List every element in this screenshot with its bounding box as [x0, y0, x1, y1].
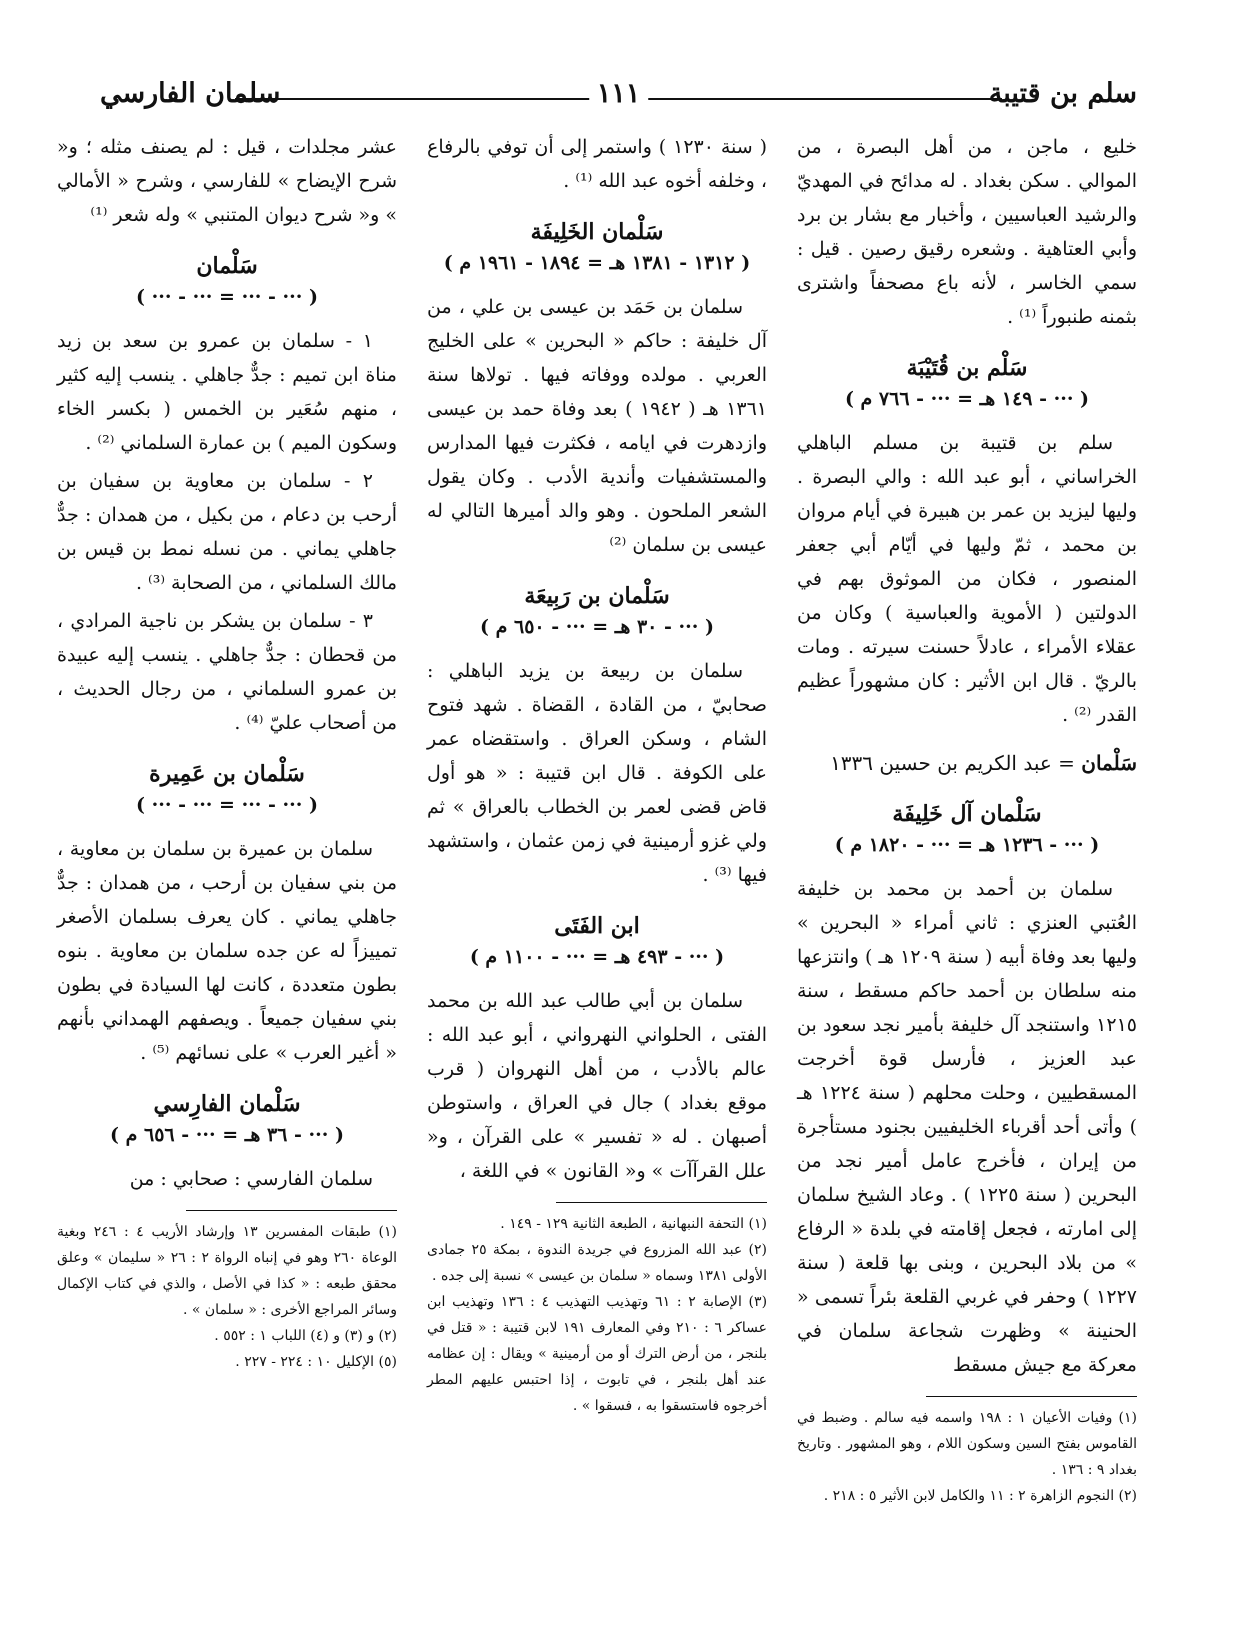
footnote-rule — [926, 1396, 1137, 1397]
entry-title: سَلْمان — [196, 253, 258, 279]
entry-text: سلم بن قتيبة بن مسلم الباهلي الخراساني ، أبو عبد الله : والي البصرة . وليها ليزيد بن عمر بن هبيرة في أيام مروان بن محمد ، ثمّ وليها في أيّام أبي جعفر المنصور ، فكان من الموثوق بهم في الدولتين ( الأموية والعباسية ) وكان من عقلاء الأمراء ، عادلاً حسنت سيرته . ومات بالريّ . قال ابن الأثير : كان مشهوراً عظيم القدر ⁽²⁾ . — [797, 432, 1137, 726]
entry-title: سَلْمان الفارِسي — [153, 1091, 301, 1117]
footnote: (١) طبقات المفسرين ١٣ وإرشاد الأريب ٤ : ٢٤٦ وبغية الوعاة ٢٦٠ وهو في إنباه الرواة ٢ : ٢٦ « سليمان » وعلق محقق طبعه : « كذا في الأصل ، والذي في كتاب الإكمال وسائر المراجع الأخرى : « سلمان » . — [57, 1224, 397, 1318]
cross-reference — [797, 746, 1137, 780]
entry-dates: ( ١٣١٢ - ١٣٨١ هـ = ١٨٩٤ - ١٩٦١ م ) — [443, 252, 751, 274]
cross-reference-term: سَلْمان — [1081, 751, 1137, 775]
entry-text: سلمان بن أبي طالب عبد الله بن محمد الفتى ، الحلواني النهرواني ، أبو عبد الله : عالم بالأدب ، من أهل النهروان ( قرب موقع بغداد ) جال في العراق ، واستوطن أصبهان . له « تفسير » على القرآن ، و« علل القرآآت » و« القانون » في اللغة ، — [427, 990, 767, 1182]
entry-dates: ( ··· - ٣٠ هـ = ··· - ٦٥٠ م ) — [480, 616, 714, 638]
entry-text: سلمان بن عميرة بن سلمان بن معاوية ، من بني سفيان بن أرحب ، من همدان : جدٌّ جاهلي يماني . كان يعرف بسلمان الأصغر تمييزاً له عن جده سلمان بن معاوية . بنوه بطون متعددة ، كانت لها السيادة في بطون بني سفيان جميعاً . ويصفهم الهمداني بأنهم « أغير العرب » على نسائهم ⁽⁵⁾ . — [57, 838, 397, 1064]
entry-title: ابن الفَتَى — [554, 913, 640, 939]
footnote: (٢) عبد الله المزروع في جريدة الندوة ، بمكة ٢٥ جمادى الأولى ١٣٨١ وسماه « سلمان بن عيسى » نسبة إلى جده . — [427, 1242, 768, 1284]
entry-dates: ( ··· - ··· = ··· - ··· ) — [136, 286, 318, 308]
column-left — [57, 130, 397, 1375]
footnote-rule — [556, 1202, 767, 1203]
footnote: (١) وفيات الأعيان ١ : ١٩٨ واسمه فيه سالم . وضبط في القاموس بفتح السين وسكون اللام ، وهو المشهور . وتاريخ بغداد ٩ : ١٣٦ . — [797, 1410, 1137, 1478]
column-right — [797, 130, 1137, 1509]
entry-title: سَلْمان الخَلِيفَة — [530, 219, 664, 245]
entry-text: سلمان بن حَمَد بن عيسى بن علي ، من آل خليفة : حاكم « البحرين » على الخليج العربي . مولده ووفاته فيها . تولاها سنة ١٣٦١ هـ ( ١٩٤٢ ) بعد وفاة حمد بن عيسى وازدهرت في ايامه ، فكثرت فيها المدارس والمستشفيات وأندية الأدب . وكان يقول الشعر الملحون . وهو والد أميرها التالي له عيسى بن سلمان ⁽²⁾ — [427, 296, 768, 556]
entry-dates: ( ··· - ٤٩٣ هـ = ··· - ١١٠٠ م ) — [469, 946, 725, 968]
running-head-last-entry: سلمان الفارسي — [100, 78, 281, 109]
entry-dates: ( ··· - ··· = ··· - ··· ) — [136, 794, 318, 816]
entry-title: سَلْمان بن رَبِيعَة — [524, 583, 670, 609]
footnote: (٥) الإكليل ١٠ : ٢٢٤ - ٢٢٧ . — [235, 1354, 397, 1370]
entry-dates: ( ··· - ١٢٣٦ هـ = ··· - ١٨٢٠ م ) — [834, 834, 1100, 856]
footnote: (٢) و (٣) و (٤) اللباب ١ : ٥٥٢ . — [214, 1328, 397, 1344]
page-number: ١١١ — [589, 78, 649, 109]
running-head-first-entry: سلم بن قتيبة — [988, 78, 1137, 109]
entry-text: ٢ - سلمان بن معاوية بن سفيان بن أرحب بن دعام ، من بكيل ، من همدان : جدٌّ جاهلي يماني . من نسله نمط بن قيس بن مالك السلماني ، من الصحابة ⁽³⁾ . — [57, 470, 397, 594]
entry-title: سَلْمان آل خَلِيفَة — [892, 801, 1042, 827]
footnote: (٣) الإصابة ٢ : ٦١ وتهذيب التهذيب ٤ : ١٣٦ وتهذيب ابن عساكر ٦ : ٢١٠ وفي المعارف ١٩١ لابن قتيبة : « قتل في بلنجر ، من أرض الترك أو من أرمينية » ويقال : إن عظامه عند أهل بلنجر ، في تابوت ، إذا احتبس عليهم المطر أخرجوه فاستسقوا به ، فسقوا » . — [427, 1294, 768, 1414]
continued-paragraph: ( سنة ١٢٣٠ ) واستمر إلى أن توفي بالرفاع ، وخلفه أخوه عبد الله ⁽¹⁾ . — [427, 136, 767, 192]
entry-text: سلمان بن أحمد بن محمد بن خليفة العُتبي العنزي : ثاني أمراء « البحرين » وليها بعد وفاة أبيه ( سنة ١٢٠٩ هـ ) وانتزعها منه سلطان بن أحمد حاكم مسقط ، سنة ١٢١٥ واستنجد آل خليفة بأمير نجد سعود بن عبد العزيز ، فأرسل قوة أخرجت المسقطيين ، وحلت محلهم ( سنة ١٢٢٤ هـ ) وأتى أحد أقرباء الخليفيين بجنود مستأجرة من إيران ، فأخرج عامل أمير نجد من البحرين ( سنة ١٢٢٥ ) . وعاد الشيخ سلمان إلى امارته ، فجعل إقامته في بلدة « الرفاع » من بلاد البحرين ، وبنى بها قلعة ( سنة ١٢٢٧ ) وحفر في غربي القلعة بئراً تسمى « الحنينة » وظهرت شجاعة سلمان في معركة مع جيش مسقط — [797, 878, 1137, 1376]
footnote: (١) التحفة النبهانية ، الطبعة الثانية ١٢٩ - ١٤٩ . — [500, 1216, 767, 1232]
column-middle — [427, 130, 767, 1419]
continued-paragraph: عشر مجلدات ، قيل : لم يصنف مثله ؛ و« شرح الإيضاح » للفارسي ، وشرح « الأمالي » و« شرح ديوان المتنبي » وله شعر ⁽¹⁾ — [57, 136, 397, 226]
entry-title: سَلْمان بن عَمِيرة — [149, 761, 305, 787]
footnote-rule — [186, 1210, 397, 1211]
running-head — [100, 78, 1137, 118]
entry-dates: ( ··· - ٣٦ هـ = ··· - ٦٥٦ م ) — [110, 1124, 344, 1146]
entry-title: سَلْم بن قُتَيْبَة — [906, 355, 1028, 381]
continued-paragraph: خليع ، ماجن ، من أهل البصرة ، من الموالي . سكن بغداد . له مدائح في المهديّ والرشيد العباسيين ، وأخبار مع بشار بن برد وأبي العتاهية . وشعره رقيق رصين . قيل : سمي الخاسر ، لأنه باع مصحفاً واشترى بثمنه طنبوراً ⁽¹⁾ . — [797, 136, 1137, 328]
footnote: (٢) النجوم الزاهرة ٢ : ١١ والكامل لابن الأثير ٥ : ٢١٨ . — [823, 1488, 1137, 1504]
entry-text: سلمان الفارسي : صحابي : من — [129, 1168, 373, 1190]
entry-text: سلمان بن ربيعة بن يزيد الباهلي : صحابيّ ، من القادة ، القضاة . شهد فتوح الشام ، وسكن العراق . واستقضاه عمر على الكوفة . قال ابن قتيبة : « هو أول قاض قضى لعمر بن الخطاب بالعراق » ثم ولي غزو أرمينية في زمن عثمان ، واستشهد فيها ⁽³⁾ . — [427, 660, 767, 886]
entry-dates: ( ··· - ١٤٩ هـ = ··· - ٧٦٦ م ) — [844, 388, 1090, 410]
entry-text: ١ - سلمان بن عمرو بن سعد بن زيد مناة ابن تميم : جدٌّ جاهلي . ينسب إليه كثير ، منهم سُعَير بن الخمس ( بكسر الخاء وسكون الميم ) بن عمارة السلماني ⁽²⁾ . — [57, 330, 397, 454]
entry-text: ٣ - سلمان بن يشكر بن ناجية المرادي ، من قحطان : جدٌّ جاهلي . ينسب إليه عبيدة بن عمرو السلماني ، من رجال الحديث ، من أصحاب عليّ ⁽⁴⁾ . — [57, 610, 397, 734]
cross-reference-target: = عبد الكريم بن حسين ١٣٣٦ — [830, 751, 1075, 775]
